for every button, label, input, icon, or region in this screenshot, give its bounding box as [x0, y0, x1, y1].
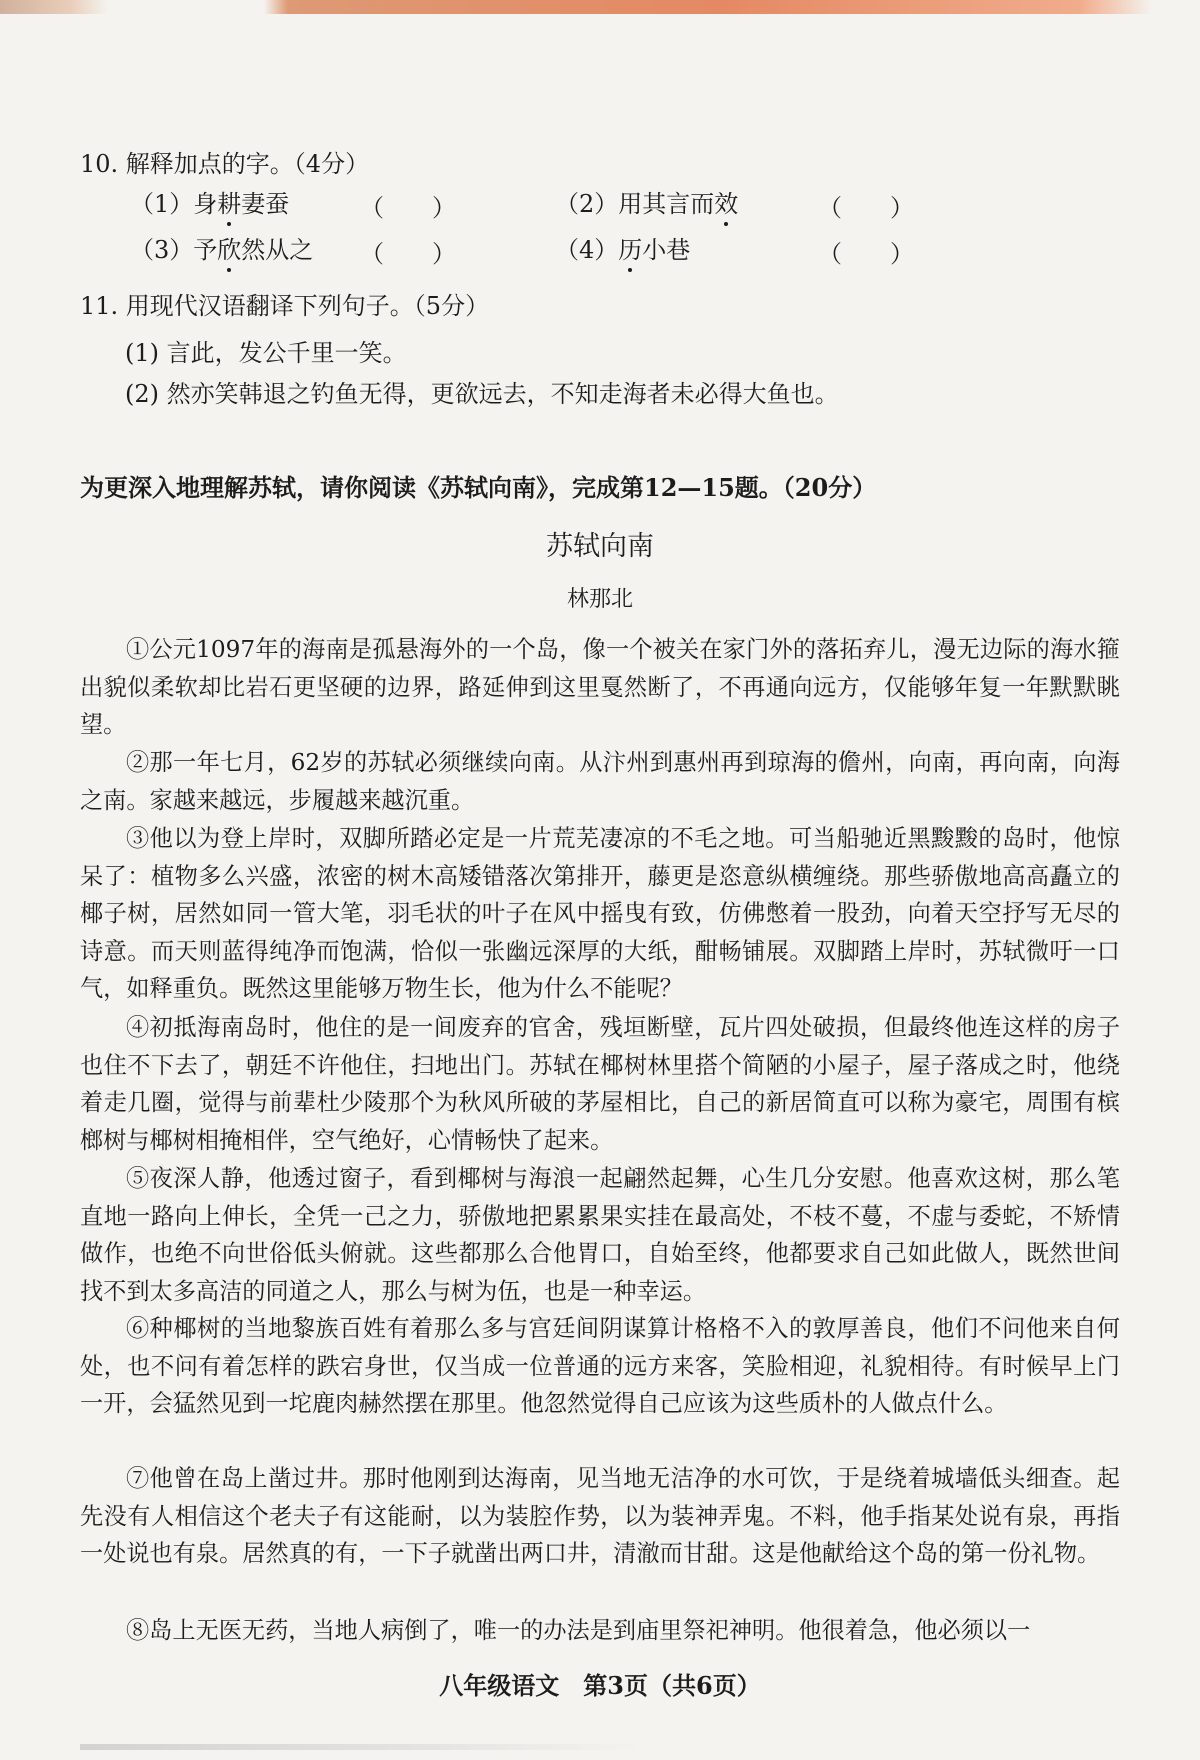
q10-item-3-num: （3）: [130, 236, 194, 264]
q11-item-2: (2) 然亦笑韩退之钓鱼无得，更欲远去，不知走海者未必得大鱼也。: [125, 380, 839, 408]
q10-item-1-num: （1）: [130, 190, 194, 218]
article-paragraph-2: ②那一年七月，62岁的苏轼必须继续向南。从汴州到惠州再到琼海的儋州，向南，再向南，向海之南。家越来越远，步履越来越沉重。: [80, 749, 1120, 814]
article-paragraph-7: ⑦他曾在岛上凿过井。那时他刚到达海南，见当地无洁净的水可饮，于是绕着城墙低头细查。起先没有人相信这个老夫子有这能耐，以为装腔作势，以为装神弄鬼。不料，他手指某处说有泉，再指一处说也有泉。居然真的有，一下子就凿出两口井，清澈而甘甜。这是他献给这个岛的第一份礼物。: [80, 1465, 1120, 1567]
q10-item-1-post: 妻蚕: [241, 190, 290, 218]
q10-item-1: [130, 188, 289, 220]
q11-heading: 11. 用现代汉语翻译下列句子。（5分）: [80, 292, 490, 320]
reading-instruction: 为更深入地理解苏轼，请你阅读《苏轼向南》，完成第12—15题。（20分）: [80, 473, 877, 502]
article-paragraph-5: ⑤夜深人静，他透过窗子，看到椰树与海浪一起翩然起舞，心生几分安慰。他喜欢这树，那么笔直地一路向上伸长，全凭一己之力，骄傲地把累累果实挂在最高处，不枝不蔓，不虚与委蛇，不矫情做作，也绝不向世俗低头俯就。这些都那么合他胃口，自始至终，他都要求自己如此做人，既然世间找不到太多高洁的同道之人，那么与树为伍，也是一种幸运。: [80, 1165, 1120, 1305]
article-title: 苏轼向南: [546, 531, 654, 562]
scan-edge-top: [0, 0, 1200, 14]
q11-item-1: (1) 言此，发公千里一笑。: [125, 339, 407, 367]
q10-item-1-blank[interactable]: （ ）: [360, 194, 456, 222]
q10-item-2-pre: 用其言而: [618, 190, 715, 218]
q10-item-2-dotted-char: 效: [714, 190, 739, 218]
article-paragraph-3: ③他以为登上岸时，双脚所踏必定是一片荒芜凄凉的不毛之地。可当船驰近黑黢黢的岛时，他惊呆了：植物多么兴盛，浓密的树木高矮错落次第排开，藤更是恣意纵横缠绕。那些骄傲地高高矗立的椰子树，居然如同一管大笔，羽毛状的叶子在风中摇曳有致，仿佛憋着一股劲，向着天空抒写无尽的诗意。而天则蓝得纯净而饱满，恰似一张幽远深厚的大纸，酣畅铺展。双脚踏上岸时，苏轼微吁一口气，如释重负。既然这里能够万物生长，他为什么不能呢？: [80, 825, 1120, 1002]
article-author: 林那北: [566, 587, 633, 612]
q10-item-3-blank[interactable]: （ ）: [360, 240, 456, 268]
q10-item-4-num: （4）: [555, 236, 619, 264]
q10-item-3: [130, 234, 313, 266]
q10-item-4-post: 小巷: [642, 236, 691, 264]
q10-item-1-dotted-char: 耕: [217, 190, 242, 218]
page-footer: 八年级语文 第3页（共6页）: [439, 1671, 761, 1700]
scan-edge-bottom: [80, 1744, 640, 1750]
q10-item-1-pre: 身: [193, 190, 218, 218]
article-paragraph-6: ⑥种椰树的当地黎族百姓有着那么多与宫廷间阴谋算计格格不入的敦厚善良，他们不问他来自何处，也不问有着怎样的跌宕身世，仅当成一位普通的远方来客，笑脸相迎，礼貌相待。有时候早上门一开，会猛然见到一坨鹿肉赫然摆在那里。他忽然觉得自己应该为这些质朴的人做点什么。: [80, 1315, 1120, 1417]
q10-item-2-blank[interactable]: （ ）: [818, 194, 914, 222]
q10-item-3-dotted-char: 欣: [217, 236, 242, 264]
q10-heading: 10. 解释加点的字。（4分）: [80, 150, 370, 178]
q10-item-4-dotted-char: 历: [618, 236, 643, 264]
q10-item-3-pre: 予: [193, 236, 218, 264]
q10-item-4: [555, 234, 690, 266]
q10-item-4-blank[interactable]: （ ）: [818, 240, 914, 268]
article-paragraph-4: ④初抵海南岛时，他住的是一间废弃的官舍，残垣断壁，瓦片四处破损，但最终他连这样的房子也住不下去了，朝廷不许他住，扫地出门。苏轼在椰树林里搭个简陋的小屋子，屋子落成之时，他绕着走几圈，觉得与前辈杜少陵那个为秋风所破的茅屋相比，自己的新居简直可以称为豪宅，周围有槟榔树与椰树相掩相伴，空气绝好，心情畅快了起来。: [80, 1014, 1120, 1154]
q10-item-2-num: （2）: [555, 190, 619, 218]
q10-item-3-post: 然从之: [241, 236, 314, 264]
article-paragraph-1: ①公元1097年的海南是孤悬海外的一个岛，像一个被关在家门外的落拓弃儿，漫无边际的海水箍出貌似柔软却比岩石更坚硬的边界，路延伸到这里戛然断了，不再通向远方，仅能够年复一年默默眺望。: [80, 636, 1120, 738]
article-paragraph-8: ⑧岛上无医无药，当地人病倒了，唯一的办法是到庙里祭祀神明。他很着急，他必须以一: [126, 1617, 1031, 1644]
q10-item-2: [555, 188, 738, 220]
